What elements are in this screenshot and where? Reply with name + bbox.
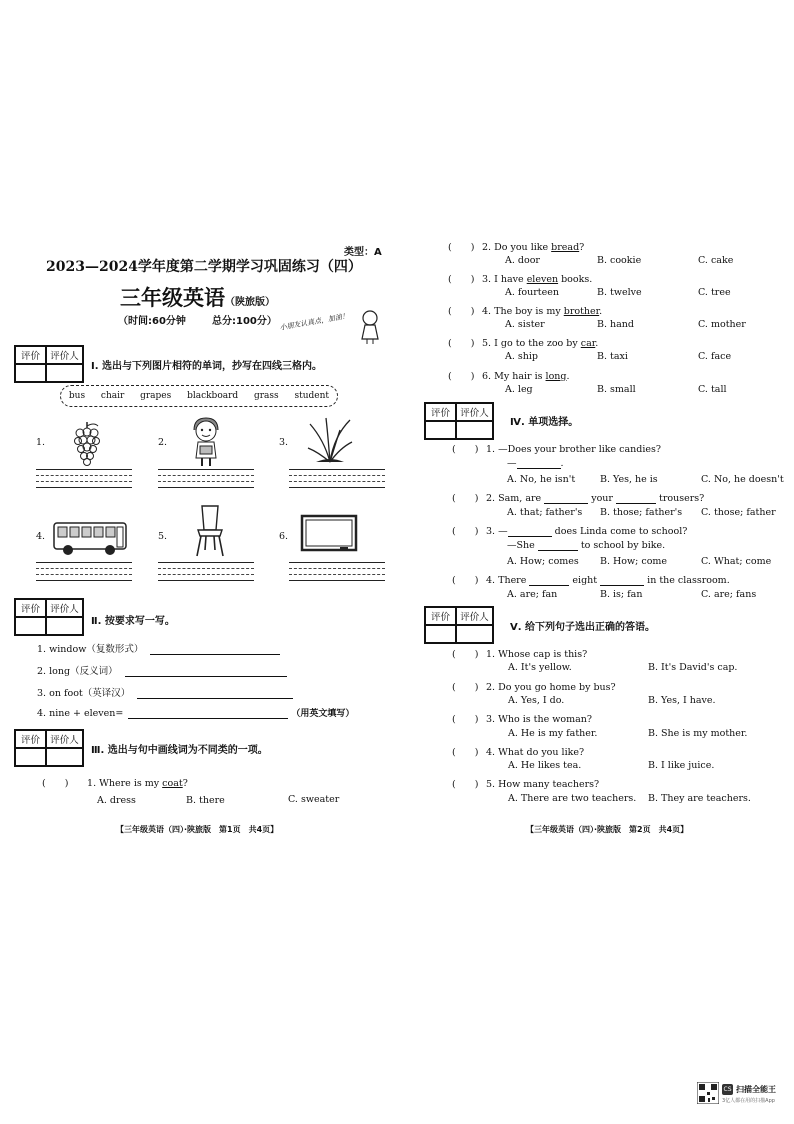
option-b[interactable]: B. small — [597, 384, 636, 395]
answer-paren[interactable]: ( ) — [452, 649, 479, 660]
option-c[interactable]: C. cake — [698, 255, 734, 266]
option-a[interactable]: A. dress — [97, 795, 136, 806]
eval-box-1: 评价 评价人 — [14, 345, 84, 383]
answer-paren[interactable]: ( ) — [448, 242, 475, 253]
answer-paren[interactable]: ( ) — [448, 371, 475, 382]
word-bank-word: chair — [100, 391, 125, 401]
writing-lines[interactable] — [36, 469, 132, 493]
question-row: ( ) 1. Where is my coat? — [42, 775, 188, 789]
eval-box-2: 评价 评价人 — [14, 598, 84, 636]
option-b[interactable]: B. Yes, I have. — [648, 695, 716, 706]
write-item: 2. long（反义词） — [37, 663, 287, 677]
question-row: ( ) 5. I go to the zoo by car. — [448, 335, 598, 349]
question-row: ( ) 4. The boy is my brother. — [448, 303, 602, 317]
option-c[interactable]: C. those; father — [701, 507, 776, 518]
section-4-heading: Ⅳ. 单项选择。 — [510, 417, 579, 428]
section-2-heading: Ⅱ. 按要求写一写。 — [91, 616, 175, 627]
write-item: 4. nine + eleven= （用英文填写） — [37, 708, 355, 719]
option-a[interactable]: A. There are two teachers. — [508, 793, 637, 804]
question-row: ( ) 4. There eight in the classroom. — [452, 572, 730, 586]
section-5-heading: Ⅴ. 给下列句子选出正确的答语。 — [510, 622, 656, 633]
option-c[interactable]: C. What; come — [701, 556, 772, 567]
option-a[interactable]: A. It's yellow. — [508, 662, 572, 673]
question-row: ( ) 3. — does Linda come to school? — [452, 523, 687, 537]
answer-blank[interactable] — [616, 503, 656, 504]
option-b[interactable]: B. She is my mother. — [648, 728, 748, 739]
question-row: ( ) 4. What do you like? — [452, 744, 584, 758]
option-b[interactable]: B. Yes, he is — [600, 474, 658, 485]
option-c[interactable]: C. sweater — [288, 794, 340, 805]
answer-blank[interactable] — [517, 468, 561, 469]
option-a[interactable]: A. ship — [505, 351, 539, 362]
option-a[interactable]: A. leg — [505, 384, 533, 395]
answer-blank[interactable] — [128, 718, 288, 719]
encourage-text: 小朋友认真点，加油！ — [279, 311, 350, 332]
answer-blank[interactable] — [600, 585, 644, 586]
scanner-logo-icon: CS — [723, 1086, 732, 1093]
watermark-sub: 3亿人都在用的扫描App — [722, 1098, 775, 1104]
picture-number: 4. — [36, 531, 46, 542]
section-1-heading: Ⅰ. 选出与下列图片相符的单词，抄写在四线三格内。 — [91, 361, 323, 372]
page-footer-right: 【三年级英语（四）·陕旅版 第2页 共4页】 — [526, 825, 689, 834]
question-row: ( ) 1. —Does your brother like candies? — [452, 441, 661, 455]
exam-title: 2023—2024学年度第二学期学习巩固练习（四） — [46, 259, 362, 275]
option-c[interactable]: C. tall — [698, 384, 727, 395]
question-row: ( ) 3. Who is the woman? — [452, 711, 592, 725]
option-b[interactable]: B. How; come — [600, 556, 668, 567]
word-bank-word: blackboard — [187, 391, 239, 401]
option-a[interactable]: A. He is my father. — [508, 728, 598, 739]
word-bank-word: bus — [68, 391, 86, 401]
word-bank-word: grass — [253, 391, 279, 401]
question-line: —She to school by bike. — [507, 540, 666, 551]
grapes-icon — [70, 420, 104, 466]
answer-paren[interactable]: ( ) — [448, 306, 475, 317]
picture-number: 3. — [279, 437, 289, 448]
option-b[interactable]: B. taxi — [597, 351, 628, 362]
question-row: ( ) 6. My hair is long. — [448, 368, 570, 382]
option-a[interactable]: A. fourteen — [505, 287, 559, 298]
answer-paren[interactable]: ( ) — [42, 778, 69, 789]
writing-lines[interactable] — [36, 562, 132, 586]
eval-box-5: 评价 评价人 — [424, 606, 494, 644]
option-b[interactable]: B. those; father's — [600, 507, 683, 518]
option-c[interactable]: C. tree — [698, 287, 731, 298]
option-a[interactable]: A. door — [505, 255, 540, 266]
writing-lines[interactable] — [289, 562, 385, 586]
option-a[interactable]: A. How; comes — [507, 556, 579, 567]
option-a[interactable]: A. sister — [505, 319, 545, 330]
option-c[interactable]: C. No, he doesn't — [701, 474, 784, 485]
word-bank-word: grapes — [140, 391, 172, 401]
answer-blank[interactable] — [125, 676, 287, 677]
option-b[interactable]: B. They are teachers. — [648, 793, 751, 804]
type-label: 类型：A — [344, 247, 382, 258]
question-row: ( ) 3. I have eleven books. — [448, 271, 592, 285]
option-b[interactable]: B. I like juice. — [648, 760, 715, 771]
option-b[interactable]: B. there — [186, 795, 225, 806]
page-footer-left: 【三年级英语（四）·陕旅版 第1页 共4页】 — [116, 825, 279, 834]
question-row: ( ) 1. Whose cap is this? — [452, 646, 587, 660]
grass-icon — [306, 416, 354, 464]
question-row: ( ) 2. Do you go home by bus? — [452, 679, 616, 693]
option-b[interactable]: B. hand — [597, 319, 635, 330]
option-c[interactable]: C. mother — [698, 319, 746, 330]
answer-paren[interactable]: ( ) — [452, 526, 479, 537]
write-item: 1. window（复数形式） — [37, 641, 280, 655]
student-icon — [188, 416, 224, 468]
writing-lines[interactable] — [158, 562, 254, 586]
option-b[interactable]: B. is; fan — [600, 589, 643, 600]
option-b[interactable]: B. It's David's cap. — [648, 662, 738, 673]
option-a[interactable]: A. He likes tea. — [508, 760, 582, 771]
option-c[interactable]: C. are; fans — [701, 589, 757, 600]
bus-icon — [52, 520, 128, 556]
answer-paren[interactable]: ( ) — [448, 338, 475, 349]
question-row: ( ) 2. Sam, are your trousers? — [452, 490, 704, 504]
answer-blank[interactable] — [508, 536, 552, 537]
section-3-heading: Ⅲ. 选出与句中画线词为不同类的一项。 — [91, 745, 268, 756]
watermark-brand: 扫描全能王 — [736, 1085, 776, 1094]
cartoon-girl-icon — [358, 309, 382, 345]
write-item: 3. on foot（英译汉） — [37, 685, 293, 699]
writing-lines[interactable] — [158, 469, 254, 493]
qr-code-icon — [697, 1082, 719, 1104]
answer-paren[interactable]: ( ) — [452, 444, 479, 455]
eval-box-4: 评价 评价人 — [424, 402, 494, 440]
answer-paren[interactable]: ( ) — [452, 747, 479, 758]
answer-paren[interactable]: ( ) — [452, 575, 479, 586]
eval-box-3: 评价 评价人 — [14, 729, 84, 767]
option-c[interactable]: C. face — [698, 351, 732, 362]
option-a[interactable]: A. are; fan — [507, 589, 558, 600]
option-a[interactable]: A. No, he isn't — [507, 474, 576, 485]
answer-paren[interactable]: ( ) — [452, 714, 479, 725]
word-bank-word: student — [294, 391, 330, 401]
writing-lines[interactable] — [289, 469, 385, 493]
question-line: — . — [507, 458, 564, 469]
option-b[interactable]: B. cookie — [597, 255, 642, 266]
answer-blank[interactable] — [150, 654, 280, 655]
chair-icon — [192, 504, 228, 558]
answer-paren[interactable]: ( ) — [452, 682, 479, 693]
exam-subtitle: 三年级英语（陕旅版） — [120, 286, 275, 310]
answer-paren[interactable]: ( ) — [452, 779, 479, 790]
answer-paren[interactable]: ( ) — [448, 274, 475, 285]
answer-blank[interactable] — [544, 503, 588, 504]
answer-blank[interactable] — [529, 585, 569, 586]
exam-total: 总分:100分） — [212, 316, 277, 327]
option-a[interactable]: A. that; father's — [507, 507, 583, 518]
answer-blank[interactable] — [538, 550, 578, 551]
word-bank — [60, 385, 338, 407]
option-a[interactable]: A. Yes, I do. — [508, 695, 565, 706]
picture-number: 2. — [158, 437, 168, 448]
question-row: ( ) 5. How many teachers? — [452, 776, 599, 790]
answer-paren[interactable]: ( ) — [452, 493, 479, 504]
picture-number: 6. — [279, 531, 289, 542]
picture-number: 5. — [158, 531, 168, 542]
option-b[interactable]: B. twelve — [597, 287, 642, 298]
answer-blank[interactable] — [137, 698, 293, 699]
picture-number: 1. — [36, 437, 46, 448]
exam-time: （时间:60分钟 — [118, 316, 186, 327]
question-row: ( ) 2. Do you like bread? — [448, 239, 584, 253]
blackboard-icon — [300, 514, 358, 554]
